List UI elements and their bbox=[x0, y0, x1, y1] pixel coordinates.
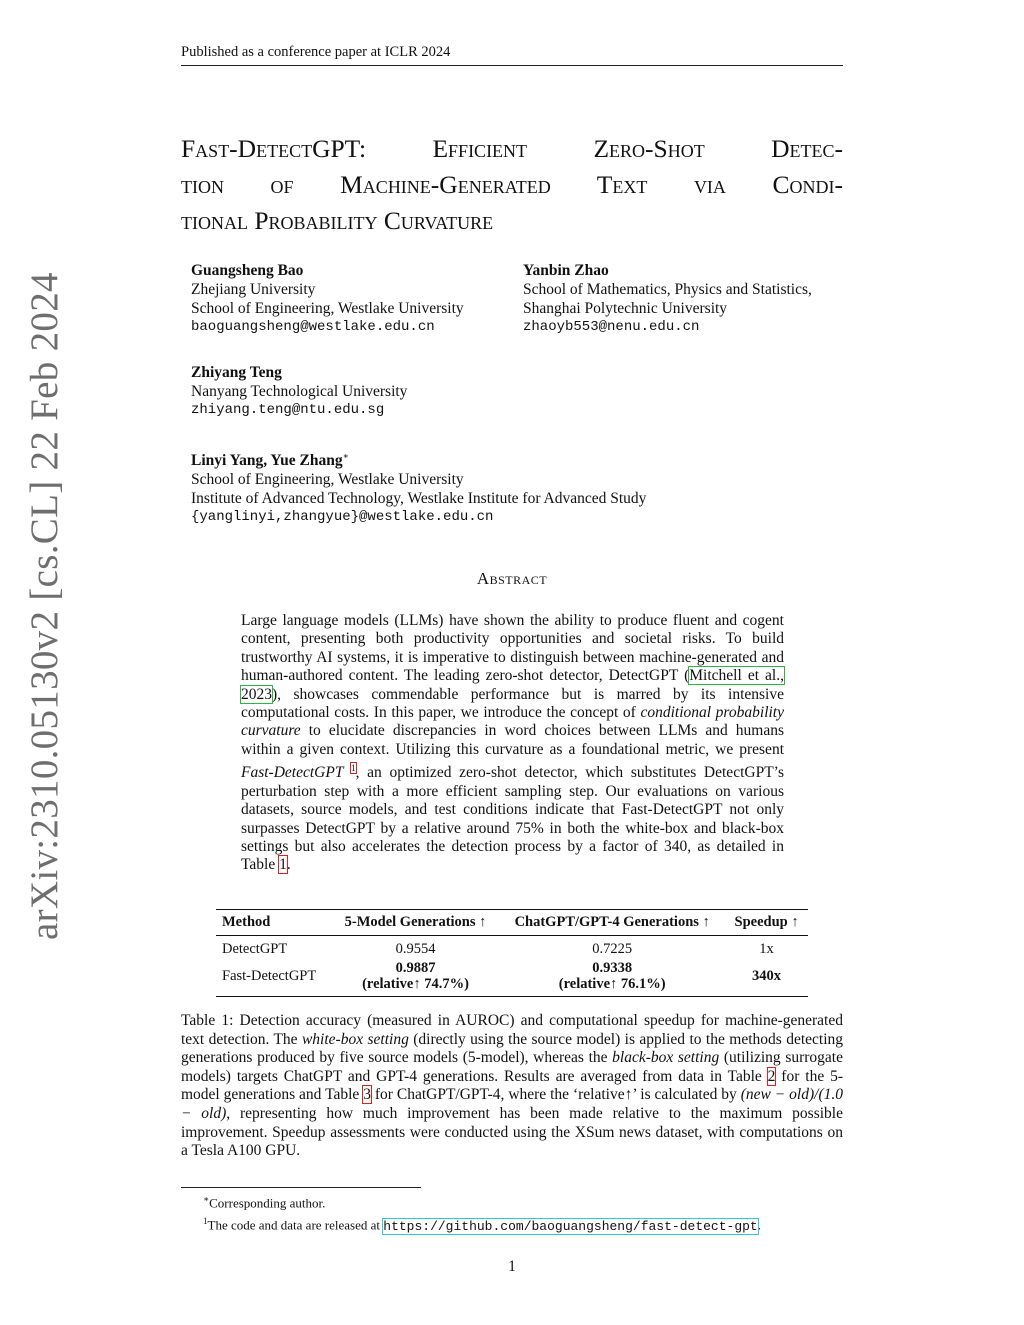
value-relative: (relative↑ 76.1%) bbox=[558, 976, 666, 992]
title-line-2: tion of Machine-Generated Text via Condi- bbox=[181, 170, 843, 199]
abstract-emphasis: Fast-DetectGPT bbox=[241, 764, 344, 782]
footnote-mark: 1 bbox=[203, 1216, 208, 1227]
table-ref-link[interactable]: 2 bbox=[767, 1067, 776, 1085]
table-caption bbox=[181, 1012, 843, 1161]
table-row bbox=[216, 936, 808, 960]
footnote-text: . bbox=[757, 1217, 761, 1233]
abstract-text: Large language models (LLMs) have shown the ability to produce fluent and cogent content, presenting both productivity opportunities and societal risks. To build trustworthy AI systems, it is imperative to distinguish between machine-generated and human-authored content. The leading zero-shot detector, DetectGPT ( bbox=[241, 612, 784, 685]
author-name: Zhiyang Teng bbox=[191, 364, 282, 381]
abstract-text: to elucidate discrepancies in word choices between LLMs and humans within a given context. Utilizing this curvature as a foundational metric, we present bbox=[241, 722, 784, 758]
caption-formula: (new − old)/(1.0 − old) bbox=[181, 1086, 843, 1122]
author-affiliation: Shanghai Polytechnic University bbox=[523, 300, 728, 317]
paper-title bbox=[181, 131, 843, 239]
author-name: Linyi Yang, Yue Zhang bbox=[191, 452, 343, 470]
value-relative: (relative↑ 74.7%) bbox=[362, 976, 469, 992]
footnote-rule bbox=[181, 1187, 421, 1188]
caption-text: (utilizing surrogate models) targets ChatGPT and GPT-4 generations. Results are averaged from data in Table bbox=[181, 1049, 843, 1085]
corresponding-mark: ∗ bbox=[342, 451, 349, 461]
table-cell-value: 1x bbox=[725, 936, 808, 960]
table-cell-value bbox=[499, 959, 725, 997]
author-name: Yanbin Zhao bbox=[523, 262, 609, 279]
table-cell-value: 0.9554 bbox=[332, 936, 500, 960]
running-header: Published as a conference paper at ICLR 2024 bbox=[181, 44, 451, 60]
footnote-mark: ∗ bbox=[203, 1194, 210, 1204]
caption-text: Detection accuracy (measured in AUROC) and computational speedup for machine-generated text detection. The bbox=[181, 1012, 843, 1048]
table-ref-link[interactable]: 3 bbox=[363, 1086, 371, 1104]
table-header: Speedup ↑ bbox=[725, 910, 808, 936]
abstract-text: , an optimized zero-shot detector, which substitutes DetectGPT’s perturbation step with a more efficient sampling step. Our evaluations on various datasets, source models, and test conditions indicate that Fast-DetectGPT not only surpasses DetectGPT by a relative around 75% in both the white-box and black-box settings but also accelerates the detection process by a factor of 340, as detailed in Table bbox=[241, 764, 784, 874]
abstract-body bbox=[241, 612, 784, 875]
footnote-link[interactable]: 1 bbox=[351, 763, 356, 774]
caption-emphasis: black-box setting bbox=[612, 1049, 720, 1067]
caption-text: for ChatGPT/GPT-4, where the ‘relative↑’ is calculated by bbox=[370, 1086, 741, 1104]
author-email[interactable]: zhaoyb553@nenu.edu.cn bbox=[523, 319, 700, 335]
value-main: 0.9338 bbox=[592, 960, 633, 976]
arxiv-stamp: arXiv:2310.05130v2 [cs.CL] 22 Feb 2024 bbox=[23, 272, 66, 940]
author-affiliation: Nanyang Technological University bbox=[191, 383, 408, 400]
value-main: 0.9887 bbox=[395, 960, 436, 976]
author-affiliation: Zhejiang University bbox=[191, 281, 316, 298]
footnotes bbox=[181, 1190, 861, 1236]
abstract-emphasis: conditional probability curvature bbox=[241, 704, 784, 740]
author-affiliation: School of Engineering, Westlake University bbox=[191, 471, 464, 489]
caption-text: , representing how much improvement has been made relative to the maximum possible improvement. Speedup assessments were conducted using the XSum news dataset, with computations on a Tesla A100 GPU. bbox=[181, 1104, 843, 1160]
table-cell-method: Fast-DetectGPT bbox=[216, 959, 332, 997]
abstract-heading: Abstract bbox=[476, 569, 548, 588]
page-number: 1 bbox=[508, 1258, 516, 1275]
footnote-item bbox=[181, 1212, 861, 1235]
table-cell-value bbox=[332, 959, 500, 997]
footnote-text: The code and data are released at bbox=[207, 1217, 384, 1233]
table-cell-value: 340x bbox=[725, 959, 808, 997]
author-email[interactable]: zhiyang.teng@ntu.edu.sg bbox=[191, 402, 385, 418]
header-rule bbox=[181, 65, 843, 66]
table-cell-method: DetectGPT bbox=[216, 936, 332, 960]
citation-link[interactable]: Mitchell et al., 2023 bbox=[241, 667, 784, 703]
author-email[interactable]: {yanglinyi,zhangyue}@westlake.edu.cn bbox=[191, 509, 494, 526]
table-header: ChatGPT/GPT-4 Generations ↑ bbox=[499, 910, 725, 936]
author-affiliation: Institute of Advanced Technology, Westlake Institute for Advanced Study bbox=[191, 490, 647, 508]
author-block bbox=[191, 447, 646, 527]
table-ref-link[interactable]: 1 bbox=[279, 856, 287, 874]
caption-text: for the 5-model generations and Table bbox=[181, 1067, 844, 1104]
caption-text: (directly using the source model) is applied to the methods detecting generations produced by five source models (5-model), whereas the bbox=[181, 1030, 844, 1067]
author-affiliation: School of Engineering, Westlake University bbox=[191, 300, 464, 317]
caption-emphasis: white-box setting bbox=[301, 1030, 409, 1048]
code-url-link[interactable]: https://github.com/baoguangsheng/fast-detect-gpt bbox=[383, 1218, 758, 1234]
author-affiliation: School of Mathematics, Physics and Statistics, bbox=[523, 281, 812, 298]
caption-label: Table 1: bbox=[181, 1012, 234, 1029]
author-email[interactable]: baoguangsheng@westlake.edu.cn bbox=[191, 319, 435, 335]
abstract-text: . bbox=[286, 856, 291, 874]
title-line-3: tional Probability Curvature bbox=[181, 206, 494, 235]
table-row bbox=[216, 959, 808, 997]
author-name: Guangsheng Bao bbox=[191, 262, 304, 279]
author-block bbox=[523, 261, 812, 337]
table-cell-value: 0.7225 bbox=[499, 936, 725, 960]
author-block bbox=[191, 363, 407, 420]
table-header: 5-Model Generations ↑ bbox=[332, 910, 500, 936]
author-block bbox=[191, 261, 464, 337]
results-table bbox=[216, 909, 808, 997]
table-header: Method bbox=[216, 910, 332, 936]
title-line-1: Fast-DetectGPT: Efficient Zero-Shot Detec- bbox=[181, 134, 843, 163]
abstract-text: ), showcases commendable performance but is marred by its intensive computational costs. In this paper, we introduce the concept of bbox=[241, 685, 784, 722]
footnote-text: Corresponding author. bbox=[209, 1195, 326, 1211]
footnote-item bbox=[181, 1190, 861, 1212]
